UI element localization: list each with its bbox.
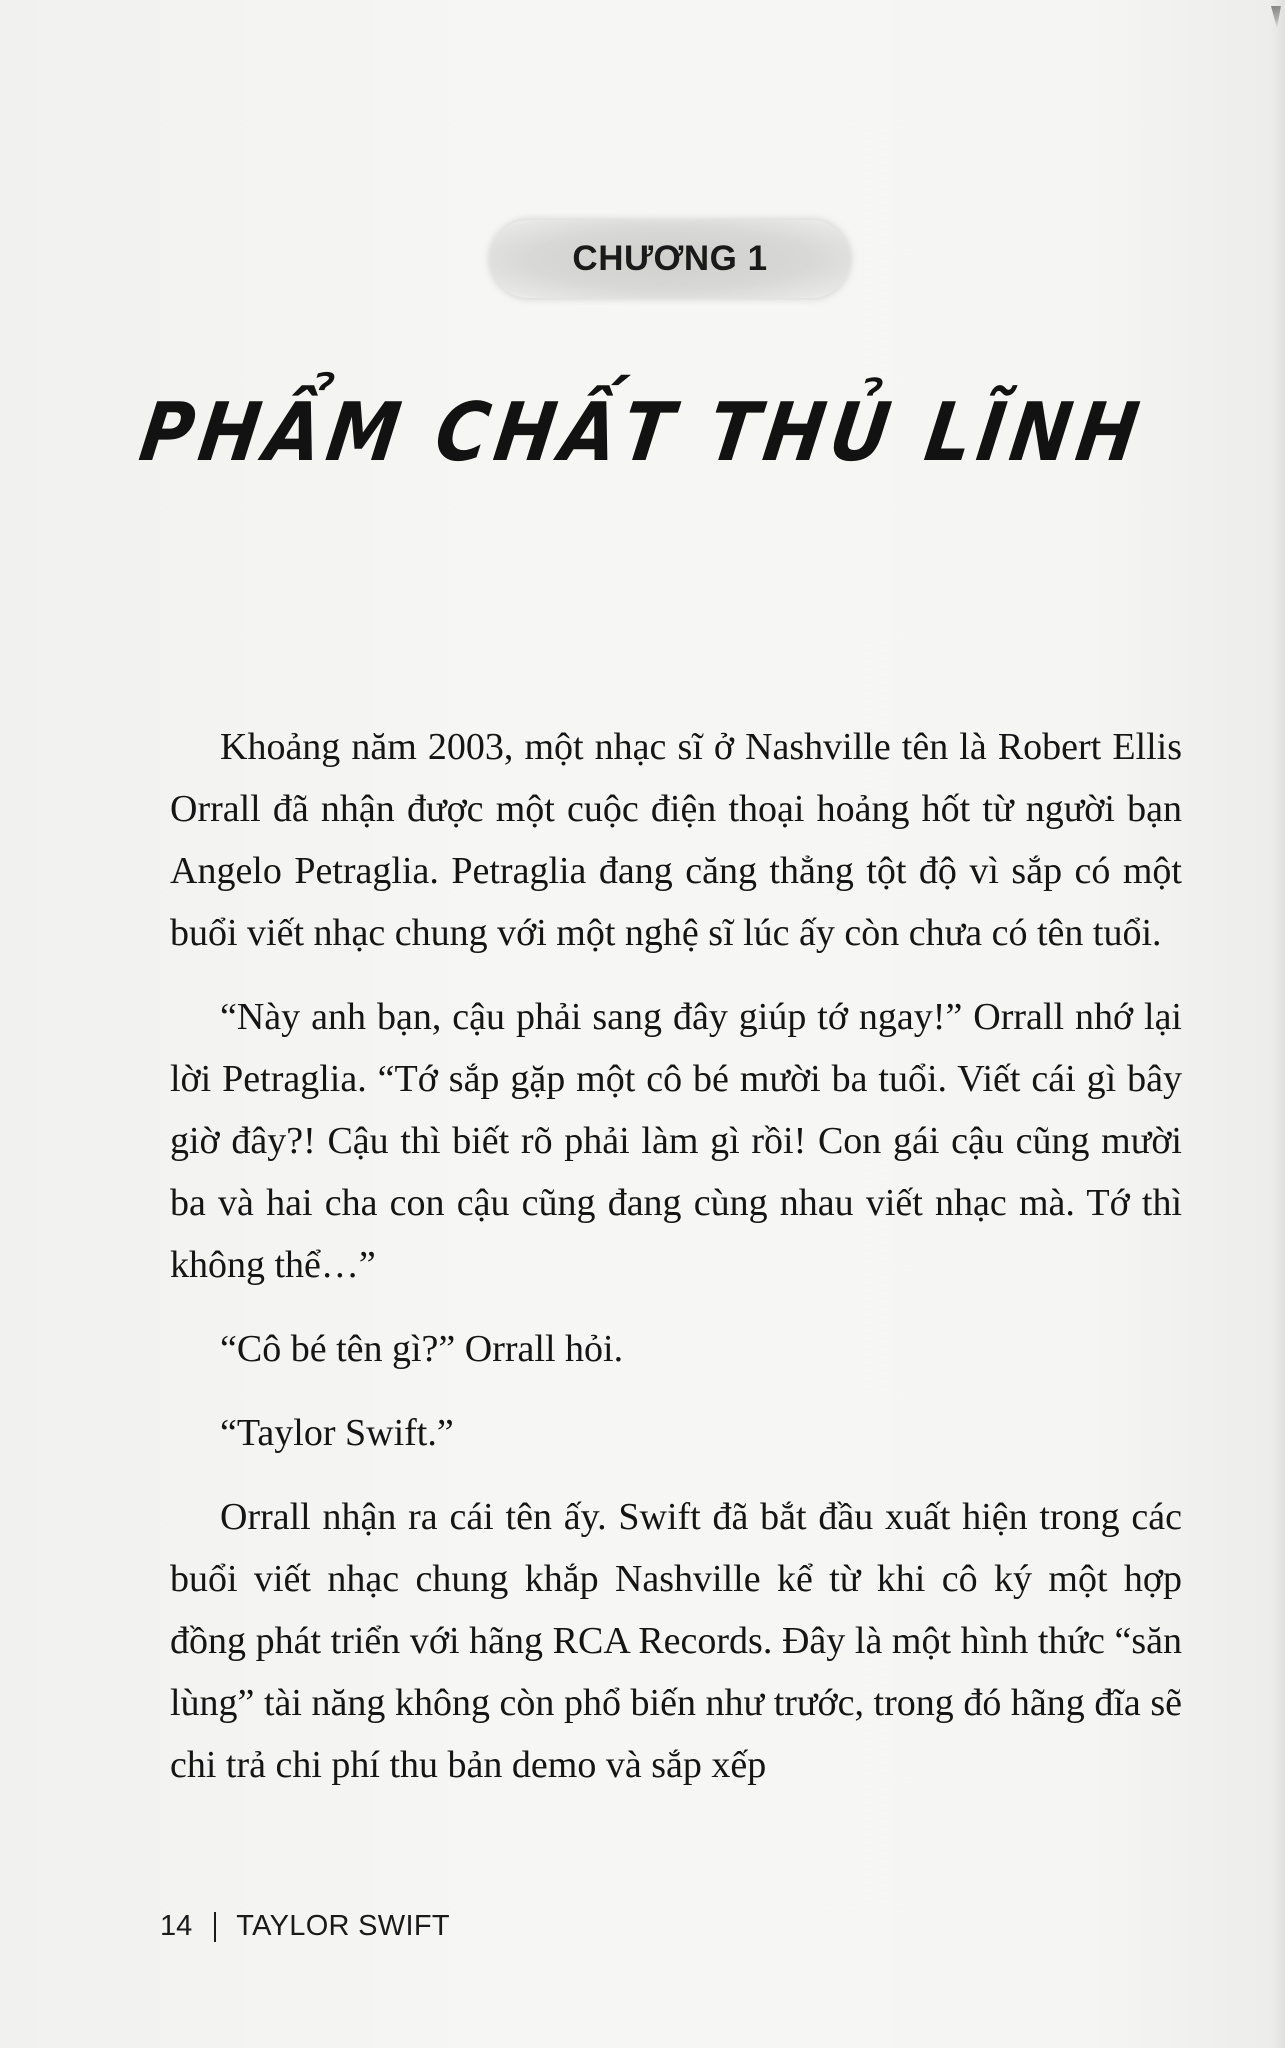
- footer-divider: [214, 1912, 216, 1942]
- body-text: [170, 716, 1182, 1818]
- paragraph: “Cô bé tên gì?” Orrall hỏi.: [220, 1328, 624, 1370]
- page-edge-shadow: [1271, 0, 1285, 2048]
- chapter-label-badge: [490, 220, 850, 298]
- page-footer: [160, 1910, 450, 1943]
- chapter-title: PHẨM CHẤT THỦ LĨNH: [134, 384, 1151, 480]
- chapter-label: CHƯƠNG 1: [572, 239, 768, 278]
- running-title: TAYLOR SWIFT: [236, 1910, 450, 1942]
- paragraph: “Này anh bạn, cậu phải sang đây giúp tớ ngay!” Orrall nhớ lại lời Petraglia. “Tớ sắp gặp một cô bé mười ba tuổi. Viết cái gì bây giờ đây?! Cậu thì biết rõ phải làm gì rồi! Con gái cậu cũng mười ba và hai cha con cậu cũng đang cùng nhau viết nhạc mà. Tớ thì không thể…”: [170, 996, 1182, 1286]
- paragraph: Orrall nhận ra cái tên ấy. Swift đã bắt đầu xuất hiện trong các buổi viết nhạc chung khắp Nashville kể từ khi cô ký một hợp đồng phát triển với hãng RCA Records. Đây là một hình thức “săn lùng” tài năng không còn phổ biến như trước, trong đó hãng đĩa sẽ chi trả chi phí thu bản demo và sắp xếp: [170, 1496, 1182, 1786]
- chapter-title-block: [134, 372, 1151, 492]
- page-number: 14: [160, 1910, 193, 1942]
- paragraph: Khoảng năm 2003, một nhạc sĩ ở Nashville tên là Robert Ellis Orrall đã nhận được một cuộc điện thoại hoảng hốt từ người bạn Angelo Petraglia. Petraglia đang căng thẳng tột độ vì sắp có một buổi viết nhạc chung với một nghệ sĩ lúc ấy còn chưa có tên tuổi.: [170, 726, 1182, 954]
- paragraph: “Taylor Swift.”: [220, 1412, 454, 1454]
